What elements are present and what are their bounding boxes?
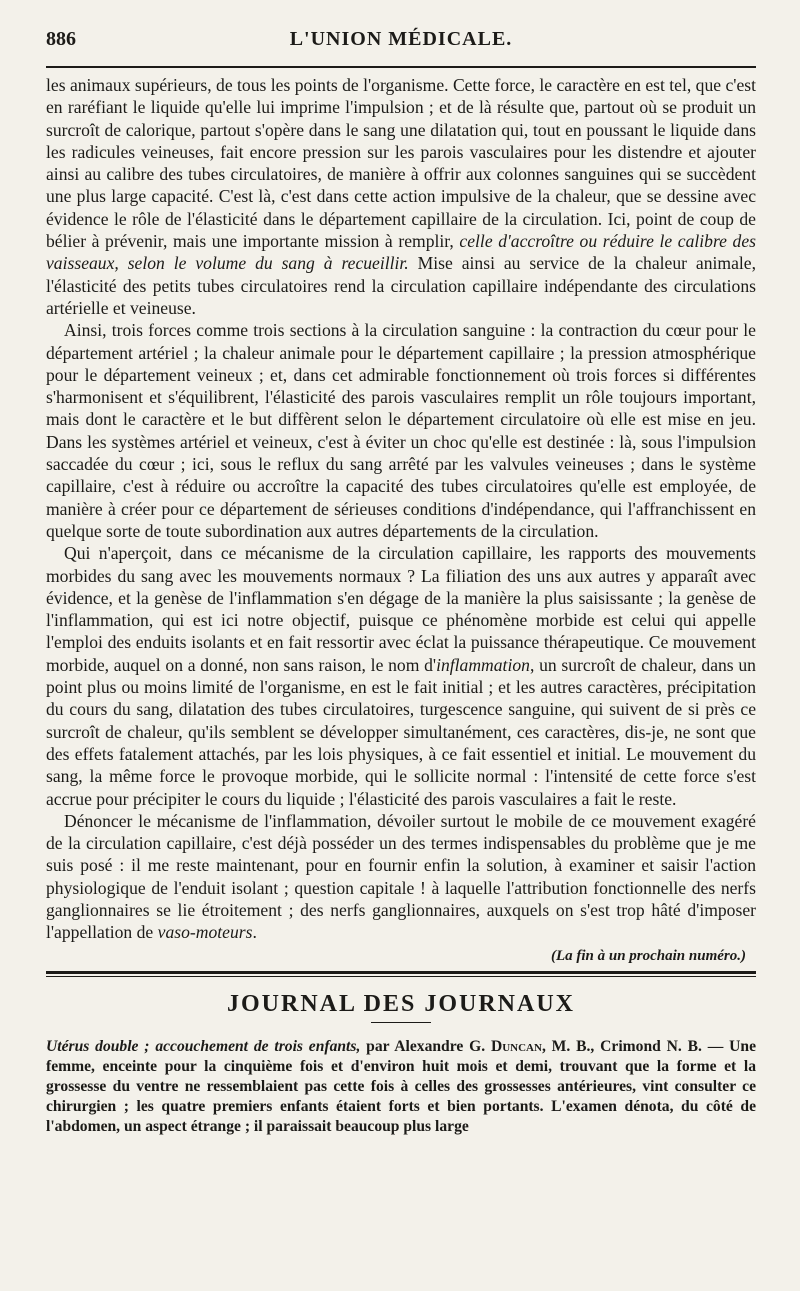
journal-article [46,1037,756,1137]
text-run: , un surcroît de chaleur, dans un point plus ou moins limité de l'organisme, en est le fait initial ; et les autres caractères, précipitation du cours du sang, dilatation des tubes circulatoires, turgescence sanguine, qui suivent de si près ce surcroît de chaleur, qu'ils semblent se développer simultanément, ces caractères, dis-je, ne sont que des effets fatalement attachés, par les lois physiques, à ce fait essentiel et initial. Le mouvement du sang, la même force le provoque morbide, qui le sollicite normal : l'intensité de cette force s'est accrue pour précipiter le cours du liquide ; l'élasticité des parois vasculaires a fait le reste. [46,654,756,809]
title-rule [371,1022,431,1023]
paragraph [46,74,756,319]
paragraph [46,810,756,944]
text-run: Mise ainsi au service de la chaleur animale, l'élasticité des petits tubes circulatoires rend la circulation capillaire indépendante des circulations artérielle et veineuse. [46,253,756,318]
text-run: Dénoncer le mécanisme de l'inflammation, dévoiler surtout le mobile de ce mouvement exagéré de la circulation capillaire, c'est déjà posséder un des termes indispensables du problème que je me suis posé : il me reste maintenant, pour en fournir enfin la solution, à examiner et saisir l'action physiologique de l'enduit isolant ; question capitale ! à laquelle l'attribution fonctionnelle des nerfs ganglionnaires se lie étroitement ; des nerfs ganglionnaires, auxquels on s'est trop hâté d'imposer l'appellation de [46,810,756,943]
page-header [46,22,756,56]
text-run: Ainsi, trois forces comme trois sections à la circulation sanguine : la contraction du cœur pour le département artériel ; la chaleur animale pour le département capillaire ; la pression atmosphérique pour le département veineux ; et, dans cet admirable fonctionnement où trois forces si différentes s'harmonisent et s'équilibrent, l'élasticité des parois vasculaires remplit un rôle toujours important, mais dont le caractère et le but diffèrent selon le département circulatoire où elle est mise en jeu. Dans les systèmes artériel et veineux, c'est à éviter un choc qu'elle est destinée : là, sous l'impulsion saccadée du cœur ; ici, sous le reflux du sang arrêté par les valvules veineuses ; dans le système capillaire, c'est à réduire ou accroître la capacité des tubes circulatoires qu'elle est employée, de manière à créer pour ce département de sérieuses conditions d'indépendance, qui l'affranchissent en quelque sorte de toute subordination aux autres départements de la circulation. [46,320,756,541]
page-number: 886 [46,28,76,50]
running-title: L'UNION MÉDICALE. [289,28,513,50]
italic-text: inflammation [436,654,530,675]
article-body-text: — Une femme, enceinte pour la cinquième fois et d'environ huit mois et demi, trouvant que la forme et la grossesse du ventre ne ressemblaient pas cette fois à celles des grossesses antérieures, vint consulter ce chirurgien ; les quatre premiers enfants étaient forts et bien portants. L'examen dénota, du côté de l'abdomen, un aspect étrange ; il paraissait beaucoup plus large [46,1037,757,1135]
paragraph [46,542,756,810]
text-run: les animaux supérieurs, de tous les points de l'organisme. Cette force, le caractère en est tel, que c'est en raréfiant le liquide qu'elle lui imprime l'impulsion ; et de là résulte que, partout où se produit un surcroît de calorique, partout s'opère dans le sang une dilatation qui, tout en poussant le liquide dans les radicules veineuses, fait encore pression sur les parois vasculaires pour les distendre et ajouter ainsi au calibre des tubes circulatoires, de manière à offrir aux colonnes sanguines qui se succèdent une plus large capacité. C'est là, c'est dans cette action impulsive de la chaleur, que se dessine avec évidence le rôle de l'élasticité dans le département capillaire de la circulation. Ici, point de coup de bélier à prévenir, mais une importante mission à remplir, [46,75,757,252]
italic-text: vaso-moteurs [157,922,253,943]
italic-text: celle d'accroître ou réduire le calibre des vaisseaux, selon le volume du sang à recueillir. [46,231,757,274]
header-rule [46,66,756,68]
text-run: Qui n'aperçoit, dans ce mécanisme de la circulation capillaire, les rapports des mouvements morbides du sang avec les mouvements normaux ? La filiation des uns aux autres y apparaît avec évidence, et la genèse de l'inflammation s'en dégage de la manière la plus saisissante ; la genèse de l'inflammation, qui est ici notre objectif, puisque ce phénomène morbide est celui qui appelle l'emploi des enduits isolants et en fait ressortir avec éclat la puissance thérapeutique. Ce mouvement morbide, auquel on a donné, non sans raison, le nom d' [46,543,756,675]
text-run: . [252,922,257,943]
continuation-note: (La fin à un prochain numéro.) [550,947,746,964]
article-byline-pre: par Alexandre G. [360,1037,491,1055]
section-divider [46,971,756,977]
article-body [46,74,756,944]
section-title: JOURNAL DES JOURNAUX [226,990,576,1017]
article-byline-post: , M. B., Crimond N. B. [541,1037,702,1055]
article-title: Utérus double ; accouchement de trois enfants, [46,1037,361,1055]
article-author: Duncan [490,1037,542,1055]
paragraph [46,319,756,542]
